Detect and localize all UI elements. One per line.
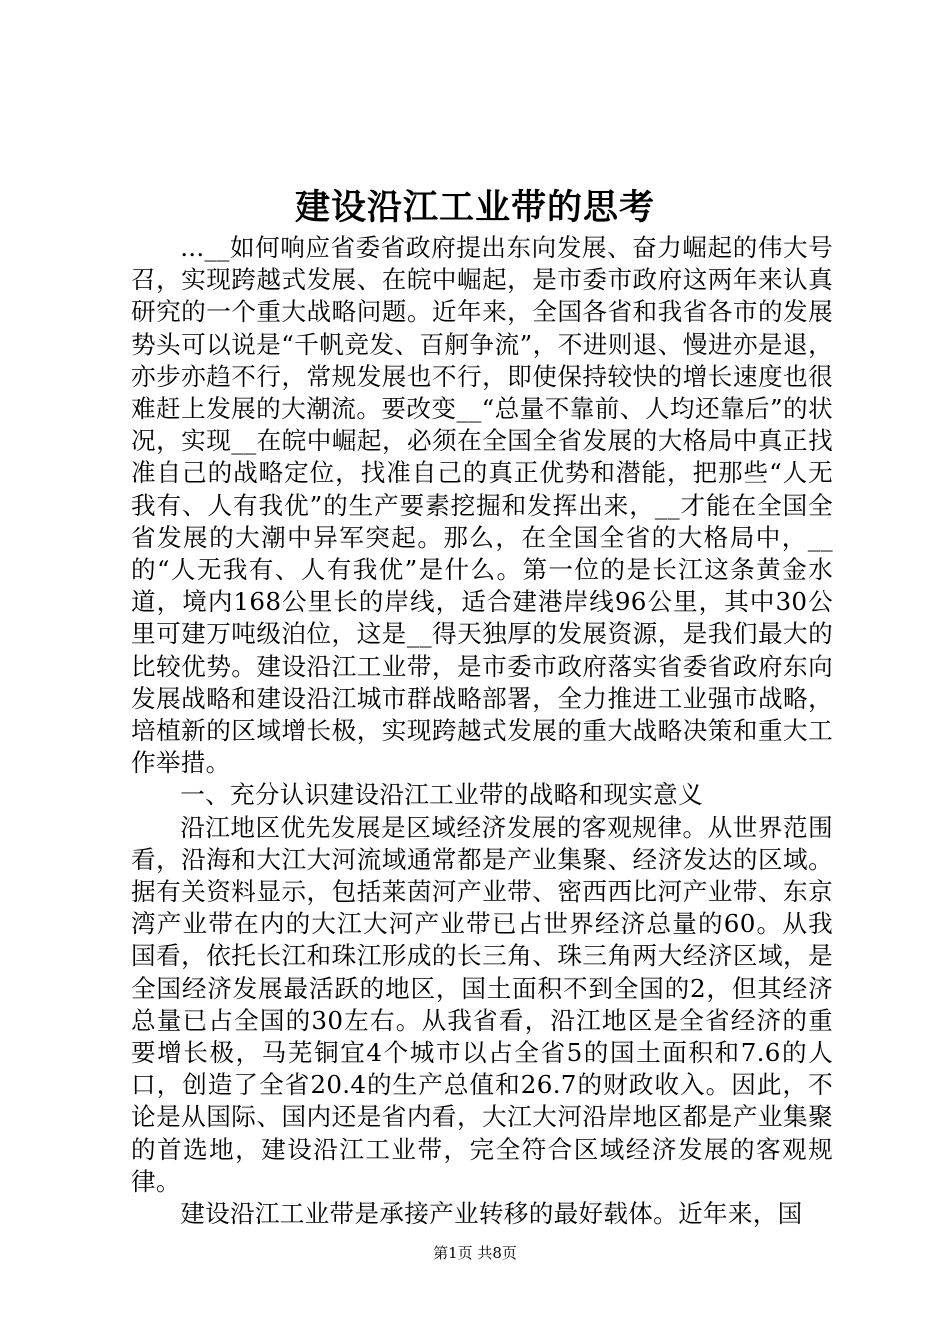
document-body — [131, 232, 833, 1230]
section-heading: 一、充分认识建设沿江工业带的战略和现实意义 — [180, 780, 703, 810]
body-paragraph: 沿江地区优先发展是区域经济发展的客观规律。从世界范围看，沿海和大江大河流域通常都是产业集聚、经济发达的区域。据有关资料显示，包括莱茵河产业带、密西西比河产业带、东京湾产业带在内的大江大河产业带已占世界经济总量的60。从我国看，依托长江和珠江形成的长三角、珠三角两大经济区域，是全国经济发展最活跃的地区，国土面积不到全国的2，但其经济总量已占全国的30左右。从我省看，沿江地区是全省经济的重要增长极，马芜铜宜4个城市以占全省5的国土面积和7.6的人口，创造了全省20.4的生产总值和26.7的财政收入。因此，不论是从国际、国内还是省内看，大江大河沿岸地区都是产业集聚的首选地，建设沿江工业带，完全符合区域经济发展的客观规律。 — [131, 812, 833, 1196]
body-paragraph: 建设沿江工业带是承接产业转移的最好载体。近年来，国 — [180, 1199, 803, 1229]
intro-paragraph: ...__如何响应省委省政府提出东向发展、奋力崛起的伟大号召，实现跨越式发展、在皖中崛起，是市委市政府这两年来认真研究的一个重大战略问题。近年来，全国各省和我省各市的发展势头可以说是“千帆竞发、百舸争流”，不进则退、慢进亦是退，亦步亦趋不行，常规发展也不行，即使保持较快的增长速度也很难赶上发展的大潮流。要改变__“总量不靠前、人均还靠后”的状况，实现__在皖中崛起，必须在全国全省发展的大格局中真正找准自己的战略定位，找准自己的真正优势和潜能，把那些“人无我有、人有我优”的生产要素挖掘和发挥出来，__才能在全国全省发展的大潮中异军突起。那么，在全国全省的大格局中，__的“人无我有、人有我优”是什么。第一位的是长江这条黄金水道，境内168公里长的岸线，适合建港岸线96公里，其中30公里可建万吨级泊位，这是__得天独厚的发展资源，是我们最大的比较优势。建设沿江工业带，是市委市政府落实省委省政府东向发展战略和建设沿江城市群战略部署，全力推进工业强市战略，培植新的区域增长极，实现跨越式发展的重大战略决策和重大工作举措。 — [131, 233, 833, 778]
document-title: 建设沿江工业带的思考 — [294, 187, 655, 228]
page-footer: 第1页 共8页 — [433, 1244, 517, 1262]
